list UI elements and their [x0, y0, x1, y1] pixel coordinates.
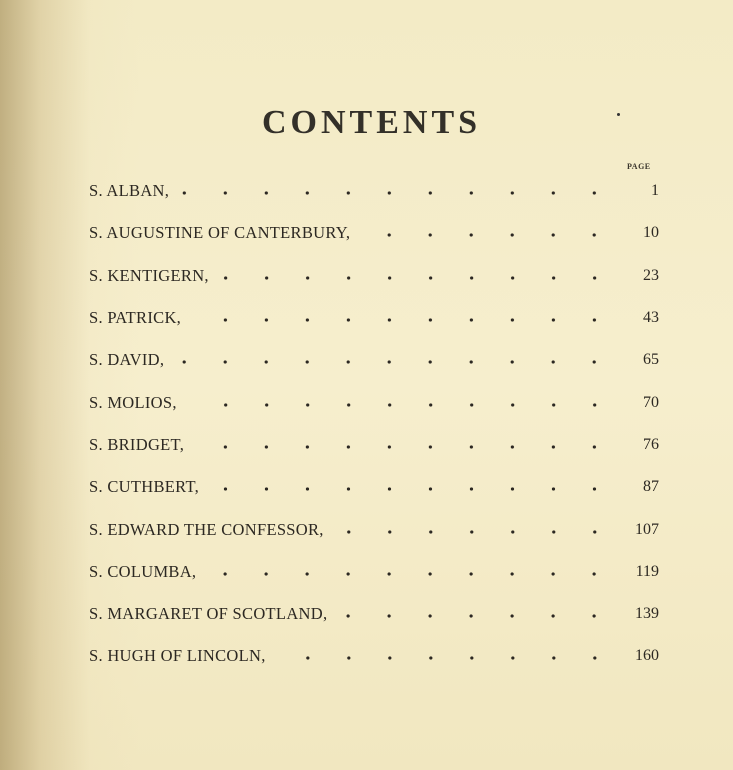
toc-entry — [89, 424, 659, 466]
toc-entry — [89, 551, 659, 593]
entry-title: S. ALBAN, — [89, 181, 170, 201]
dot-leader — [189, 403, 615, 407]
page-column-label: PAGE — [627, 162, 651, 171]
dot-leader — [278, 656, 615, 660]
dot-leader — [208, 572, 615, 576]
dot-leader — [339, 614, 615, 618]
toc-entry — [89, 508, 659, 550]
entry-title: S. EDWARD THE CONFESSOR, — [89, 519, 324, 539]
entry-page: 119 — [635, 562, 659, 580]
dot-leader — [181, 191, 615, 195]
entry-title: S. HUGH OF LINCOLN, — [89, 646, 266, 666]
toc-entry — [89, 635, 659, 677]
entry-title: S. PATRICK, — [89, 308, 182, 328]
toc-entry — [89, 212, 659, 254]
dot-leader — [176, 360, 615, 364]
dot-leader — [362, 233, 615, 237]
entry-page: 10 — [643, 224, 659, 242]
toc-entry — [89, 381, 659, 423]
entry-page: 139 — [635, 605, 659, 623]
dot-leader — [193, 318, 615, 322]
toc-entry — [89, 170, 659, 212]
entry-title: S. CUTHBERT, — [89, 477, 200, 497]
toc-entry — [89, 255, 659, 297]
table-of-contents — [89, 170, 659, 678]
dot-leader — [221, 276, 615, 280]
toc-entry — [89, 466, 659, 508]
entry-title: S. DAVID, — [89, 350, 165, 370]
entry-page: 160 — [635, 647, 659, 665]
entry-title: S. KENTIGERN, — [89, 265, 209, 285]
entry-title: S. MARGARET OF SCOTLAND, — [89, 604, 328, 624]
entry-title: S. AUGUSTINE OF CANTERBURY, — [89, 223, 351, 243]
toc-entry — [89, 297, 659, 339]
page-title: CONTENTS — [262, 104, 482, 141]
toc-entry — [89, 593, 659, 635]
dot-leader — [336, 530, 615, 534]
dot-leader — [211, 487, 615, 491]
entry-title: S. COLUMBA, — [89, 561, 197, 581]
dot-leader — [196, 445, 615, 449]
entry-page: 70 — [643, 393, 659, 411]
entry-title: S. BRIDGET, — [89, 434, 185, 454]
toc-entry — [89, 339, 659, 381]
entry-title: S. MOLIOS, — [89, 392, 177, 412]
entry-page: 107 — [635, 520, 659, 538]
ink-speck — [617, 113, 620, 116]
entry-page: 23 — [643, 266, 659, 284]
entry-page: 76 — [643, 435, 659, 453]
entry-page: 65 — [643, 351, 659, 369]
entry-page: 1 — [651, 182, 659, 200]
entry-page: 87 — [643, 478, 659, 496]
entry-page: 43 — [643, 309, 659, 327]
